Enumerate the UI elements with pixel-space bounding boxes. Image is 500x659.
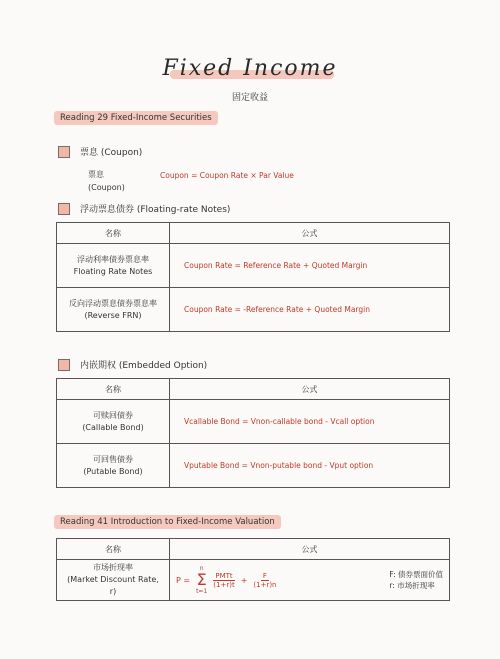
fraction-denominator: (1+r)t — [213, 580, 235, 589]
section-frn-label: 浮动票息债券 (Floating-rate Notes) — [80, 205, 231, 215]
row-name-en: (Callable Bond) — [82, 422, 144, 432]
row-name — [57, 560, 170, 601]
row-name — [57, 244, 170, 288]
sigma-icon: n Σ t=1 — [196, 565, 208, 595]
note-face-value: F: 债券票面价值 — [389, 570, 443, 579]
valuation-table — [56, 538, 450, 601]
row-name-en: Floating Rate Notes — [73, 266, 153, 276]
row-name-en: (Putable Bond) — [83, 466, 143, 476]
note-discount-rate: r: 市场折现率 — [389, 581, 435, 590]
row-name-cn: 可赎回债券 — [93, 410, 133, 420]
row-name-en: (Market Discount Rate, r) — [67, 575, 159, 596]
coupon-term-cn: 票息 — [88, 170, 104, 179]
coupon-fraction — [213, 572, 234, 589]
table-row — [57, 400, 450, 444]
row-name — [57, 400, 170, 444]
fraction-numerator: PMTt — [215, 571, 233, 580]
row-name-en: (Reverse FRN) — [84, 310, 142, 320]
formula-p: P = — [176, 575, 191, 585]
sigma-bottom: t=1 — [196, 588, 208, 595]
section-coupon — [58, 145, 142, 158]
fraction-numerator: F — [262, 571, 267, 580]
table-row — [57, 288, 450, 332]
row-formula: Vputable Bond = Vnon-putable bond - Vput option — [170, 444, 450, 488]
page-subtitle: 固定收益 — [231, 93, 268, 103]
coupon-term — [88, 168, 125, 194]
row-name-cn: 市场折现率 — [93, 563, 133, 572]
face-value-fraction — [253, 572, 276, 589]
coupon-formula: Coupon = Coupon Rate × Par Value — [160, 171, 294, 180]
reading-29-heading: Reading 29 Fixed-Income Securities — [54, 111, 218, 125]
coupon-term-en: (Coupon) — [88, 183, 125, 192]
section-embedded-option — [58, 358, 207, 371]
plus-sign: + — [240, 575, 248, 585]
row-formula: Coupon Rate = Reference Rate + Quoted Margin — [170, 244, 450, 288]
row-name-cn: 浮动利率债券票息率 — [77, 254, 149, 264]
price-formula — [176, 565, 277, 595]
row-name-cn: 反向浮动票息债券票息率 — [69, 298, 157, 308]
table-row — [57, 560, 450, 601]
table-header-formula: 公式 — [170, 539, 450, 560]
table-header-formula: 公式 — [170, 223, 450, 244]
embedded-option-table — [56, 378, 450, 488]
page-title: Fixed Income — [162, 56, 338, 81]
row-name-cn: 可回售债券 — [93, 454, 133, 464]
formula-notes — [389, 569, 443, 591]
section-frn — [58, 202, 230, 215]
section-coupon-label: 票息 (Coupon) — [80, 148, 143, 158]
table-header-name: 名称 — [57, 539, 170, 560]
row-formula — [170, 560, 450, 601]
table-header-name: 名称 — [57, 223, 170, 244]
frn-table — [56, 222, 450, 332]
bullet-square-icon — [58, 359, 70, 371]
bullet-square-icon — [58, 203, 70, 215]
fraction-denominator: (1+r)n — [253, 580, 277, 589]
section-embedded-label: 内嵌期权 (Embedded Option) — [80, 361, 208, 371]
row-name — [57, 288, 170, 332]
row-formula: Vcallable Bond = Vnon-callable bond - Vcall option — [170, 400, 450, 444]
table-row — [57, 244, 450, 288]
row-formula: Coupon Rate = -Reference Rate + Quoted Margin — [170, 288, 450, 332]
table-header-formula: 公式 — [170, 379, 450, 400]
row-name — [57, 444, 170, 488]
reading-41-heading: Reading 41 Introduction to Fixed-Income Valuation — [54, 515, 281, 529]
sigma-top: n — [199, 565, 204, 572]
table-row — [57, 444, 450, 488]
table-header-name: 名称 — [57, 379, 170, 400]
bullet-square-icon — [58, 146, 70, 158]
